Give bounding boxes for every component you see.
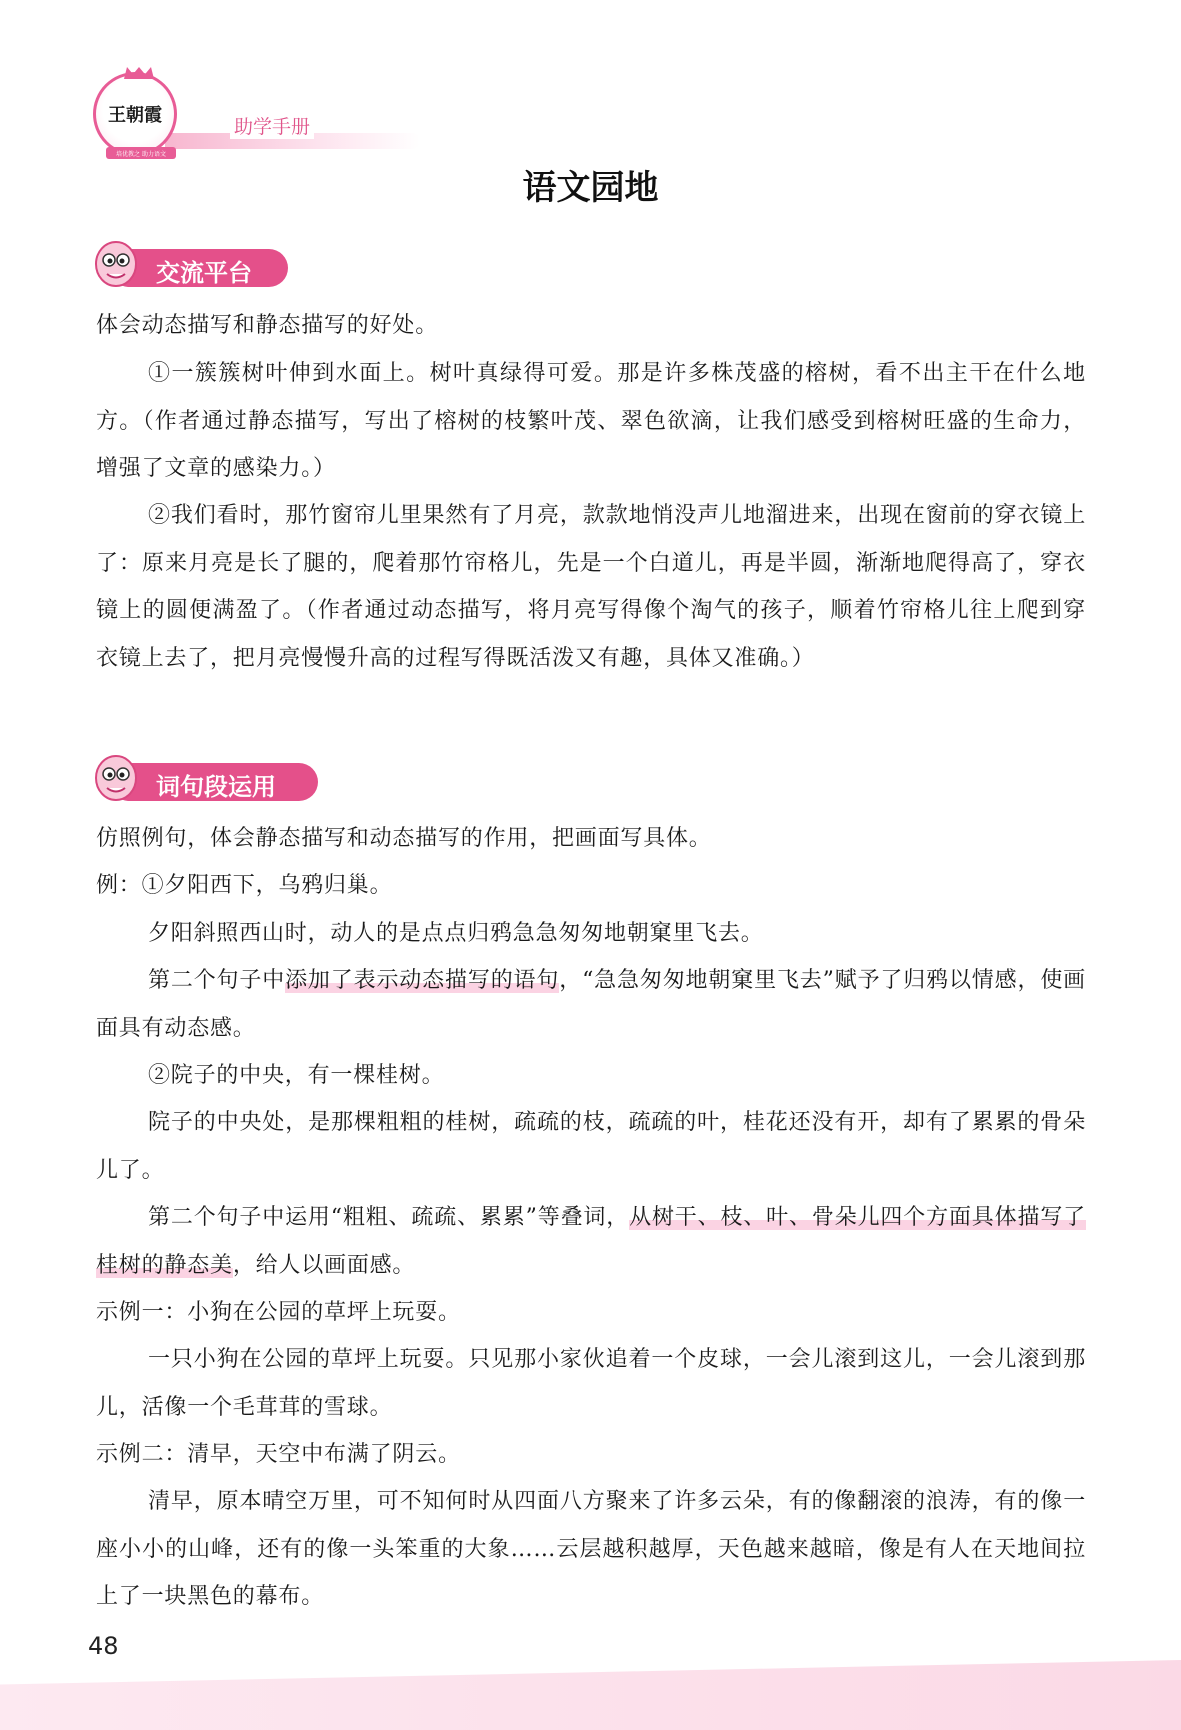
header-label: 助学手册 bbox=[230, 112, 314, 139]
example-expanded: 院子的中央处，是那棵粗粗的桂树，疏疏的枝，疏疏的叶，桂花还没有开，却有了累累的骨朵儿了。 bbox=[96, 1110, 1086, 1183]
section1-paragraph: ②我们看时，那竹窗帘儿里果然有了月亮，款款地悄没声儿地溜进来，出现在窗前的穿衣镜上了：原来月亮是长了腿的，爬着那竹帘格儿，先是一个白道儿，再是半圆，渐渐地爬得高了，穿衣镜上的圆便满盈了。（作者通过动态描写，将月亮写得像个淘气的孩子，顺着竹帘格儿往上爬到穿衣镜上去了，把月亮慢慢升高的过程写得既活泼又有趣，具体又准确。） bbox=[96, 503, 1086, 671]
section-badge-usage bbox=[92, 760, 322, 802]
note-text: ，给人以画面感。 bbox=[232, 1252, 416, 1278]
section-badge-exchange bbox=[92, 246, 292, 288]
highlighted-text: 添加了表示动态描写的语句 bbox=[285, 968, 560, 993]
sample-text: 一只小狗在公园的草坪上玩耍。只见那小家伙追着一个皮球，一会儿滚到这儿，一会儿滚到那儿，活像一个毛茸茸的雪球。 bbox=[96, 1347, 1086, 1420]
section1-paragraph: ①一簇簇树叶伸到水面上。树叶真绿得可爱。那是许多株茂盛的榕树，看不出主干在什么地方。（作者通过静态描写，写出了榕树的枝繁叶茂、翠色欲滴，让我们感受到榕树旺盛的生命力，增强了文章的感染力。） bbox=[96, 361, 1086, 481]
crown-icon bbox=[124, 67, 154, 79]
sample-label: 示例一：小狗在公园的草坪上玩耍。 bbox=[96, 1300, 461, 1325]
example-expanded: 夕阳斜照西山时，动人的是点点归鸦急急匆匆地朝窠里飞去。 bbox=[148, 921, 764, 946]
example-note bbox=[96, 957, 1086, 1052]
mascot-icon bbox=[92, 234, 140, 288]
example-note bbox=[96, 1194, 1086, 1289]
highlighted-text: 从树干、枝、叶、骨朵儿四个方面具体描写了桂树的静态美 bbox=[96, 1205, 1086, 1278]
example-label: 例：①夕阳西下，乌鸦归巢。 bbox=[96, 873, 393, 898]
section-title: 词句段运用 bbox=[156, 773, 276, 801]
mascot-icon bbox=[92, 748, 140, 802]
footer-band bbox=[0, 1660, 1181, 1730]
note-text: 第二个句子中运用“粗粗、疏疏、累累”等叠词， bbox=[148, 1205, 630, 1230]
section-title: 交流平台 bbox=[156, 259, 252, 287]
page-title: 语文园地 bbox=[522, 168, 659, 208]
header bbox=[85, 60, 385, 158]
section2-intro: 仿照例句，体会静态描写和动态描写的作用，把画面写具体。 bbox=[96, 826, 712, 851]
section1-intro: 体会动态描写和静态描写的好处。 bbox=[96, 313, 439, 338]
logo-text: 王朝霞 bbox=[108, 105, 162, 126]
sample-text: 清早，原本晴空万里，可不知何时从四面八方聚来了许多云朵，有的像翻滚的浪涛，有的像一座小小的山峰，还有的像一头笨重的大象……云层越积越厚，天色越来越暗，像是有人在天地间拉上了一块黑色的幕布。 bbox=[96, 1489, 1086, 1609]
note-text: ，“急急匆匆地朝窠里飞去”赋予了归鸦以情感，使画面具有动态感。 bbox=[96, 968, 1086, 1041]
sample-label: 示例二：清早，天空中布满了阴云。 bbox=[96, 1442, 461, 1467]
brand-logo bbox=[93, 72, 177, 156]
example-label: ②院子的中央，有一棵桂树。 bbox=[148, 1063, 445, 1088]
note-text: 第二个句子中 bbox=[148, 968, 286, 993]
logo-ribbon: 培优教之 助力语文 bbox=[106, 147, 176, 159]
page-number: 48 bbox=[88, 1632, 119, 1660]
